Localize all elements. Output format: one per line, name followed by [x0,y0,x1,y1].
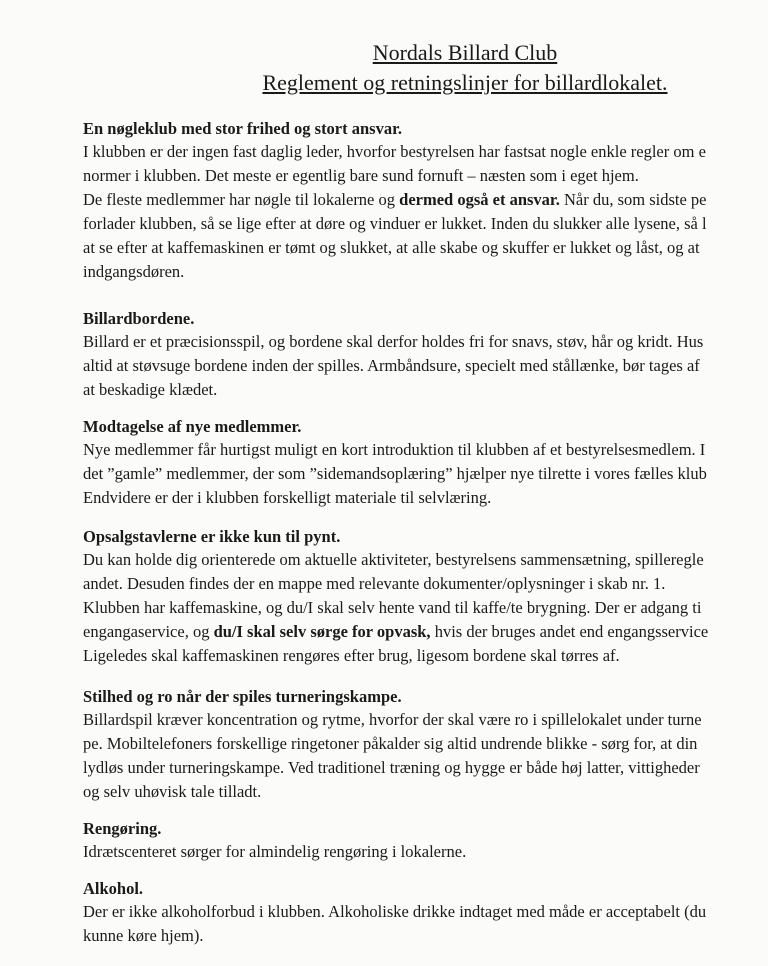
paragraph-line: I klubben er der ingen fast daglig leder, hvorfor bestyrelsen har fastsat nogle enkle regler om e [83,142,706,161]
section-key-club [83,118,768,284]
bold-text-run: du/I skal selv sørge for opvask, [209,622,431,641]
section-heading: Billardbordene. [83,309,195,328]
section-billiard-tables [83,308,768,402]
text-run: hvis der bruges andet end engangsservice [430,622,709,641]
paragraph-line: kunne køre hjem). [83,926,204,945]
paragraph-line: at se efter at kaffemaskinen er tømt og slukket, at alle skabe og skuffer er lukket og låst, og at [83,238,700,257]
paragraph-line: lydløs under turneringskampe. Ved traditionel træning og hygge er både høj latter, vittigheder [83,758,700,777]
paragraph-line: indgangsdøren. [83,262,185,281]
paragraph-line: Ligeledes skal kaffemaskinen rengøres efter brug, ligesom bordene skal tørres af. [83,646,620,665]
text-run: De fleste medlemmer har nøgle til lokalerne og [83,190,396,209]
section-heading: Alkohol. [83,879,144,898]
paragraph-line: Billard er et præcisionsspil, og bordene skal derfor holdes fri for snavs, støv, hår og kridt. Hus [83,332,704,351]
document-title: Reglement og retningslinjer for billardlokalet. [262,70,668,95]
paragraph-line: andet. Desuden findes der en mappe med relevante dokumenter/oplysninger i skab nr. 1. [83,574,666,593]
paragraph-line: forlader klubben, så se lige efter at døre og vinduer er lukket. Inden du slukker alle lysene, så l [83,214,707,233]
paragraph-line: pe. Mobiltelefoners forskellige ringetoner påkalder sig altid undrende blikke - sørg for, at din [83,734,698,753]
section-quiet-tournaments [83,686,768,804]
paragraph-line: Klubben har kaffemaskine, og du/I skal selv hente vand til kaffe/te brygning. Der er adgang ti [83,598,702,617]
section-heading: Stilhed og ro når der spiles turneringskampe. [83,687,402,706]
section-heading: Modtagelse af nye medlemmer. [83,417,302,436]
title-block [0,38,768,98]
text-run: engangaservice, og [83,622,210,641]
paragraph-line: at beskadige klædet. [83,380,218,399]
paragraph-line: Du kan holde dig orienterede om aktuelle aktiviteter, bestyrelsens sammensætning, spilleregle [83,550,704,569]
paragraph-line: normer i klubben. Det meste er egentlig bare sund fornuft – næsten som i eget hjem. [83,166,639,185]
section-heading: En nøgleklub med stor frihed og stort ansvar. [83,119,403,138]
rules-sections [83,118,768,948]
section-notice-boards [83,526,768,668]
paragraph-line [83,620,768,644]
paragraph-line: Nye medlemmer får hurtigst muligt en kort introduktion til klubben af et bestyrelsesmedlem. I [83,440,706,459]
paragraph-line: og selv uhøvisk tale tilladt. [83,782,262,801]
text-run: Når du, som sidste pe [559,190,707,209]
paragraph-line: Billardspil kræver koncentration og rytme, hvorfor der skal være ro i spillelokalet under turne [83,710,702,729]
paragraph-line: Idrætscenteret sørger for almindelig rengøring i lokalerne. [83,842,467,861]
section-cleaning [83,818,768,864]
club-title: Nordals Billard Club [372,40,558,65]
section-heading: Rengøring. [83,819,162,838]
paragraph-line: Endvidere er der i klubben forskelligt materiale til selvlæring. [83,488,492,507]
bold-text-run: dermed også et ansvar. [395,190,560,209]
section-heading: Opsalgstavlerne er ikke kun til pynt. [83,527,341,546]
paragraph-line: altid at støvsuge bordene inden der spilles. Armbåndsure, specielt med stållænke, bør tages af [83,356,700,375]
paragraph-line: det ”gamle” medlemmer, der som ”sidemandsoplæring” hjælper nye tilrette i vores fælles klub [83,464,707,483]
paragraph-line: Der er ikke alkoholforbud i klubben. Alkoholiske drikke indtaget med måde er acceptabelt (du [83,902,707,921]
section-new-members [83,416,768,510]
paragraph-line [83,188,768,212]
section-alcohol [83,878,768,948]
